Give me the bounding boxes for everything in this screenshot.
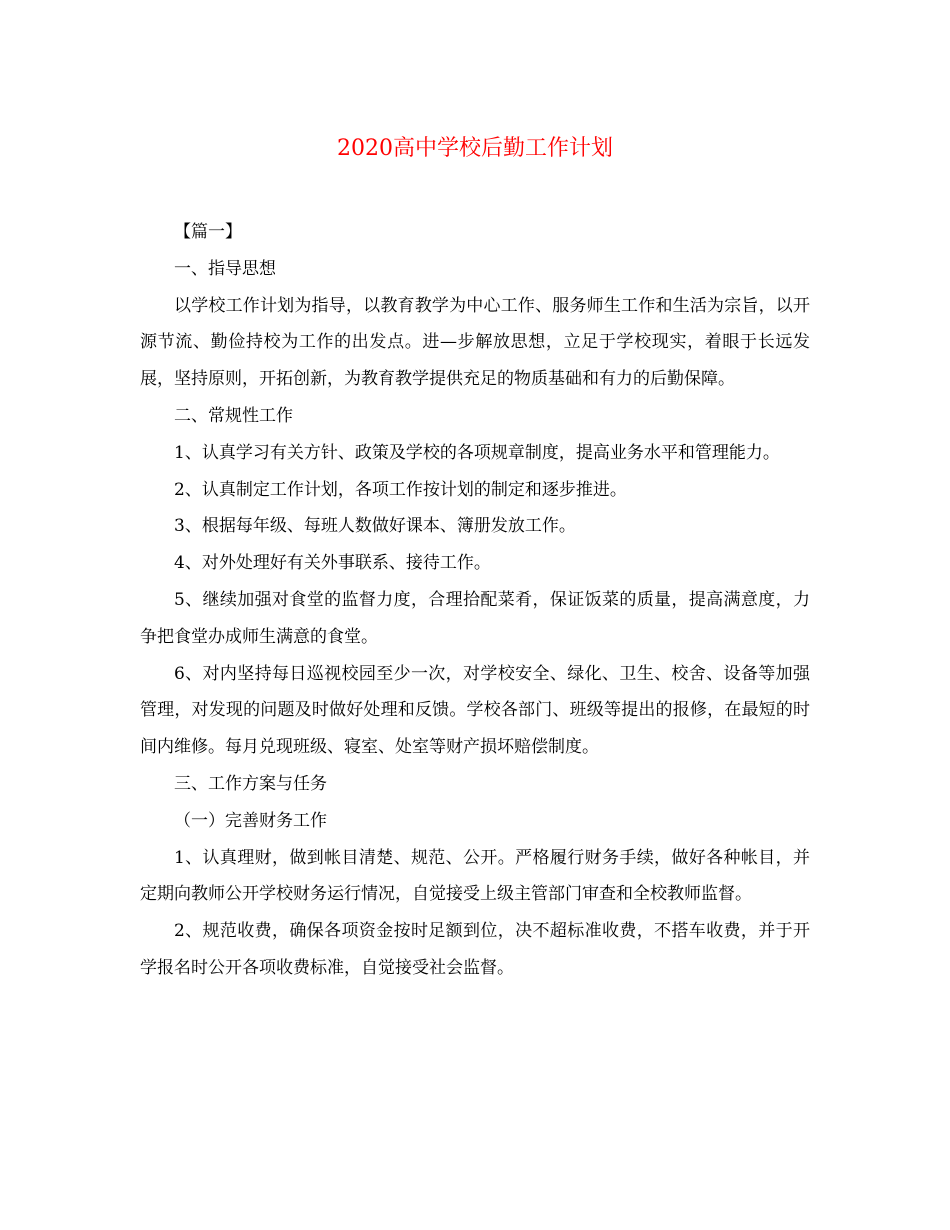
list-item-1: 1、认真学习有关方针、政策及学校的各项规章制度，提高业务水平和管理能力。	[174, 442, 780, 463]
heading-routine-work: 二、常规性工作	[174, 405, 293, 426]
list-item-2: 2、认真制定工作计划，各项工作按计划的制定和逐步推进。	[174, 479, 627, 500]
list-item-5: 5、继续加强对食堂的监督力度，合理拾配菜肴，保证饭菜的质量，提高满意度，力争把食堂办成师生满意的食堂。	[140, 589, 810, 647]
list-item-3: 3、根据每年级、每班人数做好课本、簿册发放工作。	[174, 516, 576, 537]
document-body	[140, 214, 810, 987]
heading-guiding-ideology: 一、指导思想	[174, 258, 276, 279]
list-item-6: 6、对内坚持每日巡视校园至少一次，对学校安全、绿化、卫生、校舍、设备等加强管理，对发现的问题及时做好处理和反馈。学校各部门、班级等提出的报修，在最短的时间内维修。每月兑现班级、寝室、处室等财产损坏赔偿制度。	[140, 663, 810, 758]
finance-item-1: 1、认真理财，做到帐目清楚、规范、公开。严格履行财务手续，做好各种帐目，并定期向教师公开学校财务运行情况，自觉接受上级主管部门审查和全校教师监督。	[140, 847, 810, 905]
document-title: 2020高中学校后勤工作计划	[337, 136, 613, 161]
subheading-finance: （一）完善财务工作	[174, 810, 327, 831]
section-marker: 【篇一】	[174, 222, 242, 242]
finance-item-2: 2、规范收费，确保各项资金按时足额到位，决不超标准收费，不搭车收费，并于开学报名时公开各项收费标准，自觉接受社会监督。	[140, 921, 810, 978]
heading-work-plan: 三、工作方案与任务	[174, 773, 327, 794]
paragraph-guiding-ideology: 以学校工作计划为指导，以教育教学为中心工作、服务师生工作和生活为宗旨，以开源节流、勤俭持校为工作的出发点。进—步解放思想，立足于学校现实，着眼于长远发展，坚持原则，开拓创新，为教育教学提供充足的物质基础和有力的后勤保障。	[140, 295, 810, 390]
list-item-4: 4、对外处理好有关外事联系、接待工作。	[174, 553, 491, 574]
